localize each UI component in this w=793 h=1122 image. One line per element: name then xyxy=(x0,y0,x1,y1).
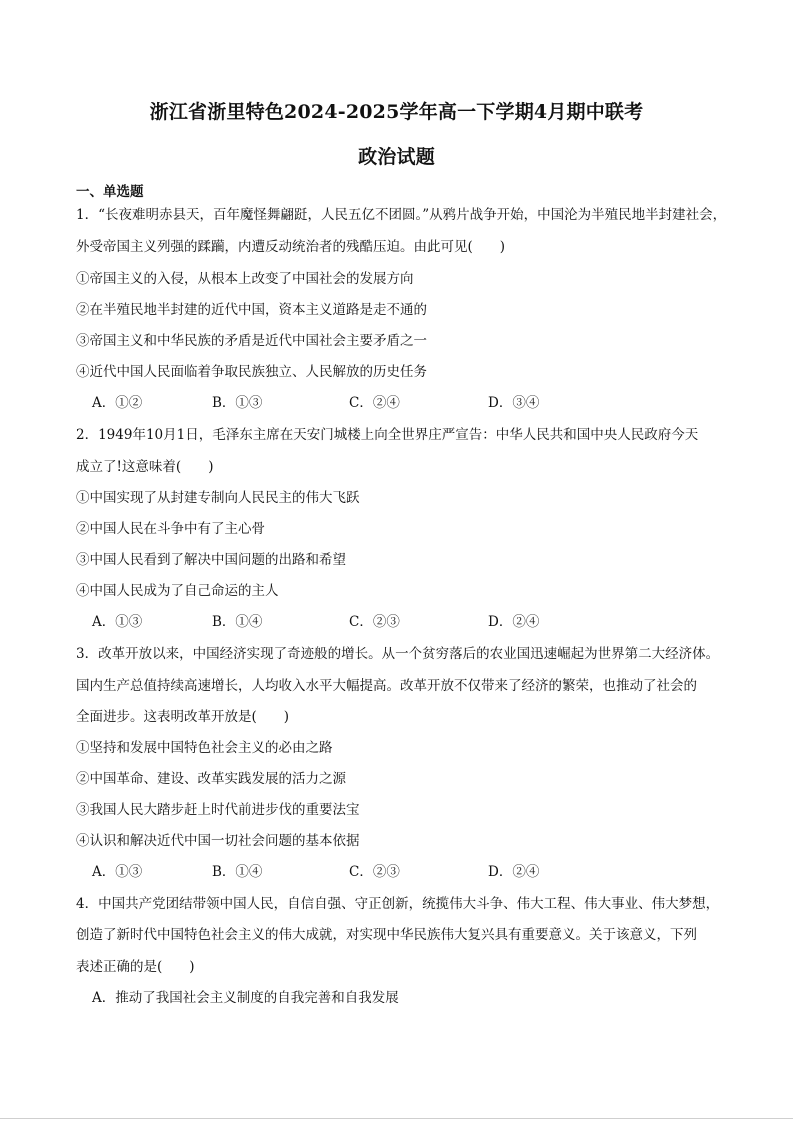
question-4-stem-line-3: 表述正确的是( ) xyxy=(76,959,195,975)
question-3-option-d[interactable]: D．②④ xyxy=(488,864,540,880)
question-4-stem-line-1: 4．中国共产党团结带领中国人民，自信自强、守正创新，统揽伟大斗争、伟大工程、伟大事业、伟大梦想， xyxy=(76,896,720,912)
page-bottom-divider xyxy=(0,1118,793,1119)
question-3-statement-3: ③我国人民大踏步赶上时代前进步伐的重要法宝 xyxy=(76,802,360,818)
question-1-statement-1: ①帝国主义的入侵，从根本上改变了中国社会的发展方向 xyxy=(76,271,414,287)
question-3-stem-line-3: 全面进步。这表明改革开放是( ) xyxy=(76,709,290,725)
section-heading: 一、单选题 xyxy=(76,184,144,200)
question-1-option-b[interactable]: B．①③ xyxy=(212,395,263,411)
question-3-stem-line-1: 3．改革开放以来，中国经济实现了奇迹般的增长。从一个贫穷落后的农业国迅速崛起为世界第二大经济体。 xyxy=(76,646,720,662)
question-2-stem-line-2: 成立了!这意味着( ) xyxy=(76,459,214,475)
question-2-stem-line-1: 2．1949年10月1日，毛泽东主席在天安门城楼上向全世界庄严宣告：中华人民共和国中央人民政府今天 xyxy=(76,427,699,443)
question-2-statement-4: ④中国人民成为了自己命运的主人 xyxy=(76,583,279,599)
question-4-stem-line-2: 创造了新时代中国特色社会主义的伟大成就，对实现中华民族伟大复兴具有重要意义。关于该意义，下列 xyxy=(76,927,697,943)
question-3-option-a[interactable]: A．①③ xyxy=(92,864,143,880)
question-3-statement-4: ④认识和解决近代中国一切社会问题的基本依据 xyxy=(76,833,360,849)
question-2-statement-2: ②中国人民在斗争中有了主心骨 xyxy=(76,521,265,537)
question-4-option-a[interactable]: A．推动了我国社会主义制度的自我完善和自我发展 xyxy=(92,990,399,1006)
question-1-statement-4: ④近代中国人民面临着争取民族独立、人民解放的历史任务 xyxy=(76,364,427,380)
question-2-statement-3: ③中国人民看到了解决中国问题的出路和希望 xyxy=(76,552,346,568)
question-1-stem-line-1: 1．“长夜难明赤县天，百年魔怪舞翩跹，人民五亿不团圆。”从鸦片战争开始，中国沦为半殖民地半封建社会， xyxy=(76,207,727,223)
question-1-statement-3: ③帝国主义和中华民族的矛盾是近代中国社会主要矛盾之一 xyxy=(76,333,427,349)
question-2-option-c[interactable]: C．②③ xyxy=(349,614,400,630)
question-2-option-b[interactable]: B．①④ xyxy=(212,614,263,630)
document-title: 浙江省浙里特色2024-2025学年高一下学期4月期中联考 xyxy=(149,101,644,123)
question-3-stem-line-2: 国内生产总值持续高速增长，人均收入水平大幅提高。改革开放不仅带来了经济的繁荣，也推动了社会的 xyxy=(76,678,697,694)
question-1-option-a[interactable]: A．①② xyxy=(92,395,143,411)
question-1-option-c[interactable]: C．②④ xyxy=(349,395,400,411)
question-3-statement-2: ②中国革命、建设、改革实践发展的活力之源 xyxy=(76,771,346,787)
question-2-statement-1: ①中国实现了从封建专制向人民民主的伟大飞跃 xyxy=(76,490,360,506)
document-subtitle: 政治试题 xyxy=(358,146,435,168)
question-1-stem-line-2: 外受帝国主义列强的蹂躏，内遭反动统治者的残酷压迫。由此可见( ) xyxy=(76,239,506,255)
question-2-option-d[interactable]: D．②④ xyxy=(488,614,540,630)
question-3-option-b[interactable]: B．①④ xyxy=(212,864,263,880)
question-3-statement-1: ①坚持和发展中国特色社会主义的必由之路 xyxy=(76,740,333,756)
question-1-option-d[interactable]: D．③④ xyxy=(488,395,540,411)
question-2-option-a[interactable]: A．①③ xyxy=(92,614,143,630)
question-1-statement-2: ②在半殖民地半封建的近代中国，资本主义道路是走不通的 xyxy=(76,302,427,318)
question-3-option-c[interactable]: C．②③ xyxy=(349,864,400,880)
